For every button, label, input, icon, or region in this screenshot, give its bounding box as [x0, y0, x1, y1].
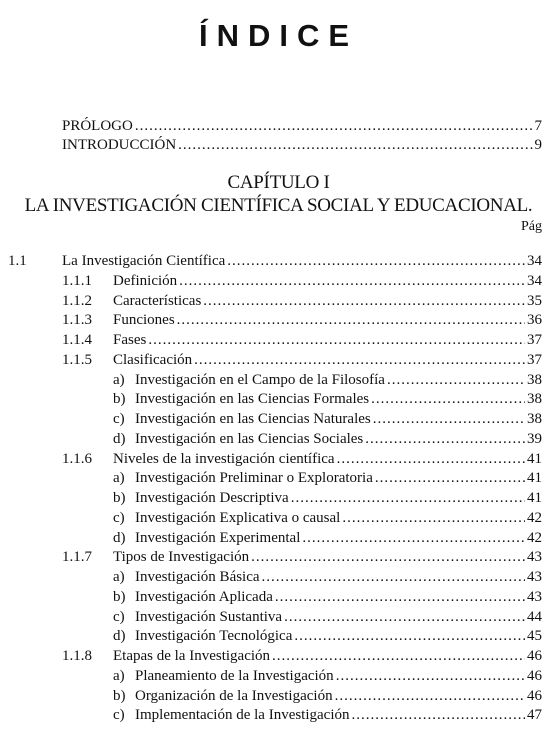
- toc-entry-page: 34: [527, 272, 542, 289]
- dot-leader: [227, 252, 525, 271]
- toc-entry: [113, 706, 542, 725]
- dot-leader: [135, 117, 533, 136]
- toc-entry: [113, 588, 542, 607]
- dot-leader: [375, 469, 525, 488]
- toc-entry-number: d): [113, 430, 126, 447]
- toc-entry-label: Definición: [113, 272, 178, 289]
- toc-entry-number: a): [113, 667, 125, 684]
- dot-leader: [284, 608, 525, 627]
- toc-entry-label: Investigación Experimental: [135, 529, 301, 546]
- dot-leader: [294, 627, 525, 646]
- toc-entry-label: Planeamiento de la Investigación: [135, 667, 334, 684]
- toc-entry: [113, 469, 542, 488]
- dot-leader: [272, 647, 525, 666]
- toc-entry: [62, 450, 542, 469]
- toc-entry: [113, 371, 542, 390]
- toc-entry-number: c): [113, 411, 125, 427]
- toc-entry-number: a): [113, 470, 125, 487]
- toc-entry-page: 41: [527, 490, 542, 506]
- dot-leader: [291, 489, 525, 508]
- toc-entry-page: 38: [527, 411, 542, 427]
- dot-leader: [179, 272, 525, 291]
- toc-entry-page: 46: [527, 667, 542, 684]
- toc-entry-label: Investigación en las Ciencias Sociales: [135, 430, 364, 447]
- toc-entry-number: 1.1.7: [62, 549, 92, 566]
- toc-entry-page: 43: [527, 588, 542, 605]
- toc-entry-page: 43: [527, 569, 542, 585]
- toc-entry-page: 7: [534, 118, 542, 134]
- toc-entry-page: 45: [527, 628, 542, 645]
- toc-entry-page: 9: [534, 137, 542, 153]
- dot-leader: [177, 311, 525, 330]
- toc-entry-number: c): [113, 608, 125, 625]
- toc-entry-page: 36: [527, 312, 542, 329]
- dot-leader: [262, 568, 525, 587]
- toc-entry-number: b): [113, 687, 126, 704]
- toc-entry-number: 1.1.5: [62, 351, 92, 368]
- dot-leader: [336, 667, 525, 686]
- toc-entry-page: 38: [527, 371, 542, 388]
- toc-entry-page: 38: [527, 391, 542, 408]
- toc-entry-number: b): [113, 588, 126, 605]
- toc-entry-label: Investigación Tecnológica: [135, 628, 293, 645]
- toc-entry-label: Funciones: [113, 312, 175, 329]
- dot-leader: [302, 529, 525, 548]
- toc-front-entry: [62, 136, 542, 155]
- chapter-subtitle: LA INVESTIGACIÓN CIENTÍFICA SOCIAL Y EDUCACIONAL.: [24, 195, 533, 216]
- toc-entry-label: Etapas de la Investigación: [113, 648, 271, 664]
- toc-entry-label: Fases: [113, 332, 147, 348]
- dot-leader: [342, 509, 525, 528]
- toc-entry-number: 1.1: [8, 253, 27, 269]
- toc-front-entry: [62, 117, 542, 136]
- dot-leader: [373, 410, 525, 429]
- toc-entry-label: Niveles de la investigación científica: [113, 450, 335, 467]
- toc-entry: [62, 647, 542, 666]
- toc-entry-number: c): [113, 509, 125, 526]
- toc-entry-label: Investigación Básica: [135, 569, 260, 585]
- toc-entry-label: Investigación Descriptiva: [135, 490, 289, 506]
- toc-entry-number: 1.1.2: [62, 292, 92, 309]
- toc-entry-label: Implementación de la Investigación: [135, 707, 350, 724]
- toc-entry-number: b): [113, 391, 126, 408]
- toc-entry: [62, 311, 542, 330]
- toc-entry-label: INTRODUCCIÓN: [62, 137, 177, 153]
- dot-leader: [178, 136, 532, 155]
- chapter-heading: CAPÍTULO I: [227, 172, 330, 193]
- toc-entry: [62, 272, 542, 291]
- dot-leader: [337, 450, 525, 469]
- toc-entry-page: 35: [527, 292, 542, 309]
- toc-entry-page: 37: [527, 332, 542, 348]
- toc-entry: [113, 410, 542, 429]
- toc-entry-page: 46: [527, 687, 542, 704]
- toc-entry-number: 1.1.1: [62, 272, 92, 289]
- toc-entry: [113, 667, 542, 686]
- toc-entry-page: 46: [527, 648, 542, 664]
- toc-entry-page: 47: [527, 707, 542, 724]
- toc-entry-label: Investigación en las Ciencias Naturales: [135, 411, 371, 427]
- dot-leader: [371, 390, 525, 409]
- dot-leader: [335, 687, 525, 706]
- toc-entry-page: 41: [527, 450, 542, 467]
- toc-entry-page: 39: [527, 430, 542, 447]
- toc-entry-label: Organización de la Investigación: [135, 687, 333, 704]
- toc-entry-label: Investigación en el Campo de la Filosofía: [135, 371, 385, 388]
- toc-entry-label: Clasificación: [113, 351, 193, 368]
- toc-entry-label: La Investigación Científica: [62, 253, 226, 269]
- toc-entry: [62, 351, 542, 370]
- toc-entry: [62, 292, 542, 311]
- toc-entry-number: 1.1.4: [62, 332, 92, 348]
- toc-entry-page: 37: [527, 351, 542, 368]
- toc-entry-page: 43: [527, 549, 542, 566]
- toc-entry-number: 1.1.3: [62, 312, 92, 329]
- toc-entry: [113, 627, 542, 646]
- dot-leader: [387, 371, 525, 390]
- toc-entry-page: 42: [527, 529, 542, 546]
- toc-entry-page: 42: [527, 509, 542, 526]
- dot-leader: [194, 351, 525, 370]
- dot-leader: [251, 548, 525, 567]
- toc-entry: [113, 390, 542, 409]
- toc-entry-label: Investigación Aplicada: [135, 588, 273, 605]
- page-column-header: Pág: [521, 219, 542, 234]
- toc-entry-number: a): [113, 371, 125, 388]
- toc-entry-page: 44: [527, 608, 542, 625]
- toc-entry-number: b): [113, 490, 126, 506]
- toc-entry-number: c): [113, 707, 125, 724]
- toc-entry: [113, 489, 542, 508]
- toc-entry-label: PRÓLOGO: [62, 118, 133, 134]
- toc-entry-label: Investigación Preliminar o Exploratoria: [135, 470, 373, 487]
- toc-entry-number: 1.1.6: [62, 450, 92, 467]
- toc-entry-label: Tipos de Investigación: [113, 549, 250, 566]
- page-title: ÍNDICE: [198, 18, 359, 53]
- dot-leader: [352, 706, 525, 725]
- toc-entry-label: Investigación en las Ciencias Formales: [135, 391, 370, 408]
- dot-leader: [365, 430, 525, 449]
- toc-entry-number: d): [113, 529, 126, 546]
- toc-entry-label: Investigación Explicativa o causal: [135, 509, 341, 526]
- dot-leader: [203, 292, 525, 311]
- toc-entry-number: 1.1.8: [62, 648, 92, 664]
- toc-entry-page: 41: [527, 470, 542, 487]
- toc-entry-number: a): [113, 569, 125, 585]
- toc-entry-label: Características: [113, 292, 202, 309]
- dot-leader: [275, 588, 525, 607]
- toc-entry: [62, 548, 542, 567]
- toc-entry: [113, 509, 542, 528]
- toc-entry: [62, 331, 542, 350]
- toc-entry-number: d): [113, 628, 126, 645]
- toc-entry: [113, 687, 542, 706]
- toc-entry: [113, 608, 542, 627]
- toc-entry: [113, 568, 542, 587]
- toc-entry: [8, 252, 542, 271]
- toc-entry-label: Investigación Sustantiva: [135, 608, 283, 625]
- dot-leader: [148, 331, 525, 350]
- toc-entry-page: 34: [527, 253, 542, 269]
- toc-entry: [113, 529, 542, 548]
- toc-entry: [113, 430, 542, 449]
